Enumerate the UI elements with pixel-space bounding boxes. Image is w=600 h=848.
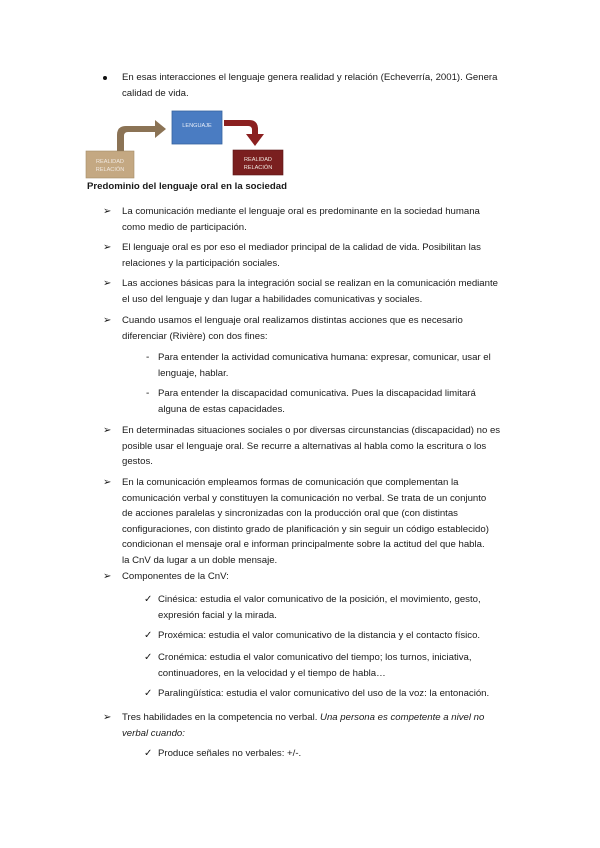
list-item: ➢ En la comunicación empleamos formas de comunicación que complementan la comunicación verbal y constituyen la comunicación no verbal. Se trata de un conjunto de acciones paralelas y sincronizadas con la producción oral que (con distintas configuraciones, con distinto grado de planificación y sin seguir un código establecido) condicionan el mensaje oral e informan principalmente sobre la actitud del que habla. la CnV da lugar a un doble mensaje. [103,477,489,566]
check-icon: ✓ [144,630,153,641]
curved-arrow-right-icon [224,120,264,146]
arrow-bullet-icon: ➢ [103,477,112,488]
check-list-item: ✓ Cinésica: estudia el valor comunicativo de la posición, el movimiento, gesto, expresión facial y la mirada. [144,594,481,621]
arrow-bullet-icon: ➢ [103,315,112,326]
check-list-item: ✓ Cronémica: estudia el valor comunicativo del tiempo; los turnos, iniciativa, continuadores, en la velocidad y el tiempo de habla… [144,652,472,679]
dash-bullet: - [146,388,150,399]
right-box-label-2: RELACIÓN [243,165,273,171]
list-item: ➢ La comunicación mediante el lenguaje oral es predominante en la sociedad humana como medio de participación. [103,206,480,233]
sub-list-item: - Para entender la discapacidad comunicativa. Pues la discapacidad limitará alguna de estas capacidades. [146,388,476,415]
arrow-bullet-icon: ➢ [103,278,112,289]
list-item: ➢ Tres habilidades en la competencia no verbal. Una persona es competente a nivel no verbal cuando: [103,712,485,739]
list-item: ➢ El lenguaje oral es por eso el mediador principal de la calidad de vida. Posibilitan las relaciones y la participación sociales. [103,242,481,269]
list-item: ➢ Cuando usamos el lenguaje oral realizamos distintas acciones que es necesario diferenciar (Rivière) con dos fines: [103,315,463,342]
arrow-bullet-icon: ➢ [103,206,112,217]
language-diagram [0,0,600,190]
left-box-label-1: REALIDAD [96,159,124,165]
arrow-bullet-icon: ➢ [103,571,112,582]
arrow-bullet-icon: ➢ [103,242,112,253]
center-box-label: LENGUAJE [182,123,212,129]
list-item: ➢ En determinadas situaciones sociales o por diversas circunstancias (discapacidad) no es posible usar el lenguaje oral. Se recurre a alternativas al habla como la escritura o los gestos. [103,425,501,467]
check-list-item: ✓ Paralingüística: estudia el valor comunicativo del uso de la voz: la entonación. [158,686,558,702]
check-icon: ✓ [144,594,153,605]
intro-line-2: calidad de vida. [122,87,189,99]
intro-line-1: En esas interacciones el lenguaje genera realidad y relación (Echeverría, 2001). Genera [122,72,498,83]
check-icon: ✓ [144,748,153,759]
left-box-label-2: RELACIÓN [95,167,125,173]
check-icon: ✓ [144,652,153,663]
check-list-item: ✓ Produce señales no verbales: +/-. [158,746,558,762]
section-heading: Predominio del lenguaje oral en la sociedad [87,181,287,192]
dash-bullet: - [146,352,150,363]
list-item: ➢ Componentes de la CnV: [122,569,552,585]
list-item: ➢ Las acciones básicas para la integración social se realizan en la comunicación mediante el uso del lenguaje y dan lugar a habilidades comunicativas y sociales. [103,278,498,305]
curved-arrow-left-icon [117,120,166,151]
sub-list-item: - Para entender la actividad comunicativa humana: expresar, comunicar, usar el lenguaje, hablar. [146,352,491,379]
arrow-bullet-icon: ➢ [103,425,112,436]
check-icon: ✓ [144,688,153,699]
right-box-label-1: REALIDAD [244,157,272,163]
arrow-bullet-icon: ➢ [103,712,112,723]
check-list-item: ✓ Proxémica: estudia el valor comunicativo de la distancia y el contacto físico. [158,628,558,644]
